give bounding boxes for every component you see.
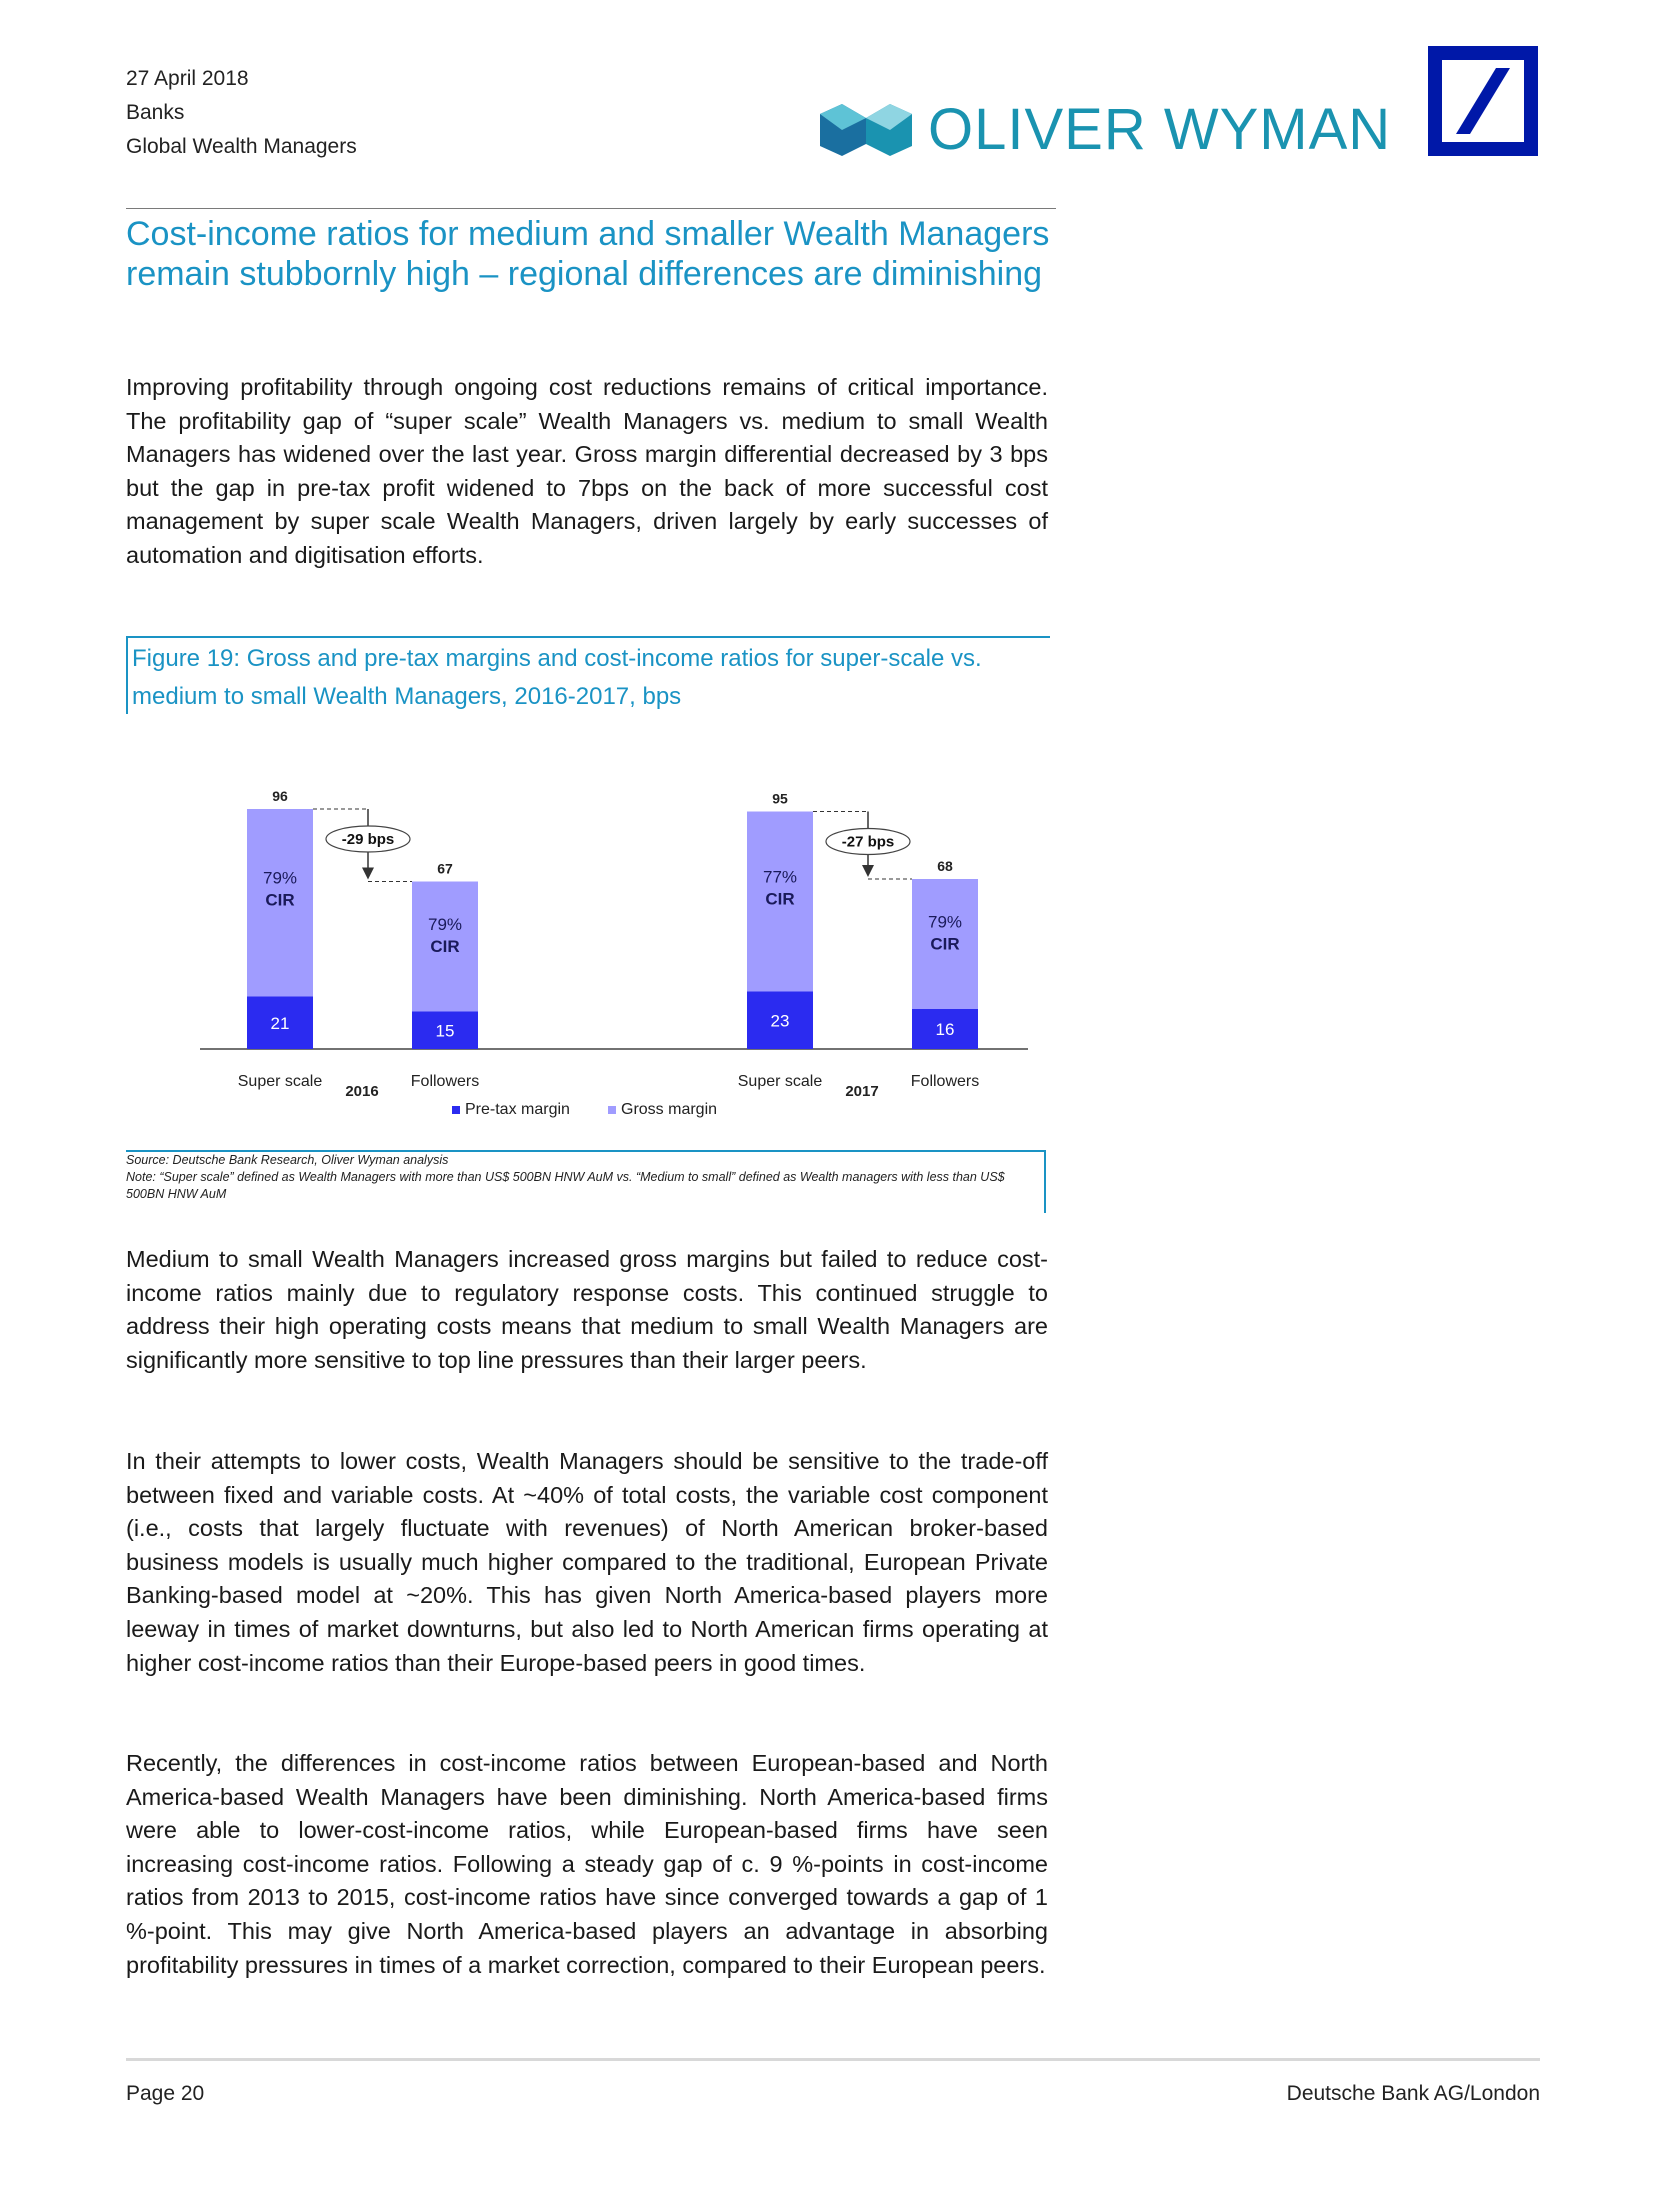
note-line: Note: “Super scale” defined as Wealth Managers with more than US$ 500BN HNW AuM vs. “Medium to small” defined as Wealth managers with less than US$ 500BN HNW AuM [126,1170,1005,1201]
label-cir-word-2: CIR [765,889,795,909]
label-gross-3: 68 [937,858,953,874]
label-gross-0: 96 [272,788,288,804]
label-cir-pct-3: 79% [927,912,963,932]
label-pretax-0: 21 [270,1013,290,1033]
margin-chart [200,770,1050,1130]
gap-label-1: -27 bps [841,833,895,851]
label-cir-pct-1: 79% [427,915,463,934]
gap-label-0: -29 bps [341,831,395,848]
legend-swatch-pretax [452,1106,460,1114]
group-label-2016: 2016 [345,1083,379,1100]
page-number: Page 20 [126,2082,205,2105]
oliver-wyman-logo [820,96,1391,163]
label-pretax-3: 16 [935,1020,955,1039]
label-pretax-1: 15 [435,1021,455,1041]
label-cir-word-3: CIR [930,934,960,954]
legend-label-gross: Gross margin [621,1101,718,1118]
label-cir-word-0: CIR [265,890,295,910]
category-label-3: Followers [910,1073,980,1090]
report-name: Global Wealth Managers [126,135,357,158]
label-pretax-2: 23 [770,1011,790,1031]
figure-caption: Figure 19: Gross and pre-tax margins and cost-income ratios for super-scale vs. medium to small Wealth Managers, 2016-2017, bps [132,645,982,710]
footer-divider [126,2058,1540,2061]
group-label-2017: 2017 [845,1083,879,1100]
section-title: Cost-income ratios for medium and smaller Wealth Managers remain stubbornly high – regional differences are diminishing [126,215,1050,293]
gap-arrow-head-1 [862,865,874,877]
legend-label-pretax: Pre-tax margin [465,1101,570,1118]
label-cir-pct-2: 77% [762,867,798,887]
label-cir-pct-0: 79% [262,868,298,888]
report-section: Banks [126,101,185,124]
label-cir-word-1: CIR [430,937,460,956]
legend-swatch-gross [608,1106,616,1114]
deutsche-bank-logo [1428,46,1538,156]
oliver-wyman-wordmark: OLIVER WYMAN [928,97,1392,162]
label-gross-1: 67 [437,860,453,877]
oliver-wyman-mark-icon [820,104,912,156]
deutsche-bank-slash-icon [1442,60,1524,142]
category-label-2: Super scale [737,1073,823,1090]
gap-arrow-head-0 [362,868,374,880]
report-date: 27 April 2018 [126,67,249,90]
paragraph-4: Recently, the differences in cost-income ratios between European-based and North America-based Wealth Managers have been diminishing. North America-based firms were able to lower-cost-income ratios, while European-based firms have seen increasing cost-income ratios. Following a steady gap of c. 9 %-points in cost-income ratios from 2013 to 2015, cost-income ratios have since converged towards a gap of 1 %-point. This may give North America-based players an advantage in absorbing profitability pressures in times of a market correction, compared to their European peers. [126,1750,1048,1978]
publisher: Deutsche Bank AG/London [1286,2082,1540,2105]
source-line: Source: Deutsche Bank Research, Oliver Wyman analysis [126,1153,449,1167]
category-label-0: Super scale [237,1073,323,1090]
label-gross-2: 95 [772,790,788,807]
paragraph-2: Medium to small Wealth Managers increased gross margins but failed to reduce cost-income ratios mainly due to regulatory response costs. This continued struggle to address their high operating costs means that medium to small Wealth Managers are significantly more sensitive to top line pressures than their larger peers. [126,1246,1048,1373]
paragraph-3: In their attempts to lower costs, Wealth Managers should be sensitive to the trade-off between fixed and variable costs. At ~40% of total costs, the variable cost component (i.e., costs that largely fluctuate with revenues) of North American broker-based business models is usually much higher compared to the traditional, European Private Banking-based model at ~20%. This has given North America-based players more leeway in times of market downturns, but also led to North American firms operating at higher cost-income ratios than their Europe-based peers in good times. [126,1448,1048,1676]
category-label-1: Followers [410,1073,480,1090]
header-divider [126,208,1056,209]
source-note [126,1152,1046,1203]
paragraph-1: Improving profitability through ongoing cost reductions remains of critical importance. The profitability gap of “super scale” Wealth Managers vs. medium to small Wealth Managers has widened over the last year. Gross margin differential decreased by 3 bps but the gap in pre-tax profit widened to 7bps on the back of more successful cost management by super scale Wealth Managers, driven largely by early successes of automation and digitisation efforts. [126,374,1048,568]
